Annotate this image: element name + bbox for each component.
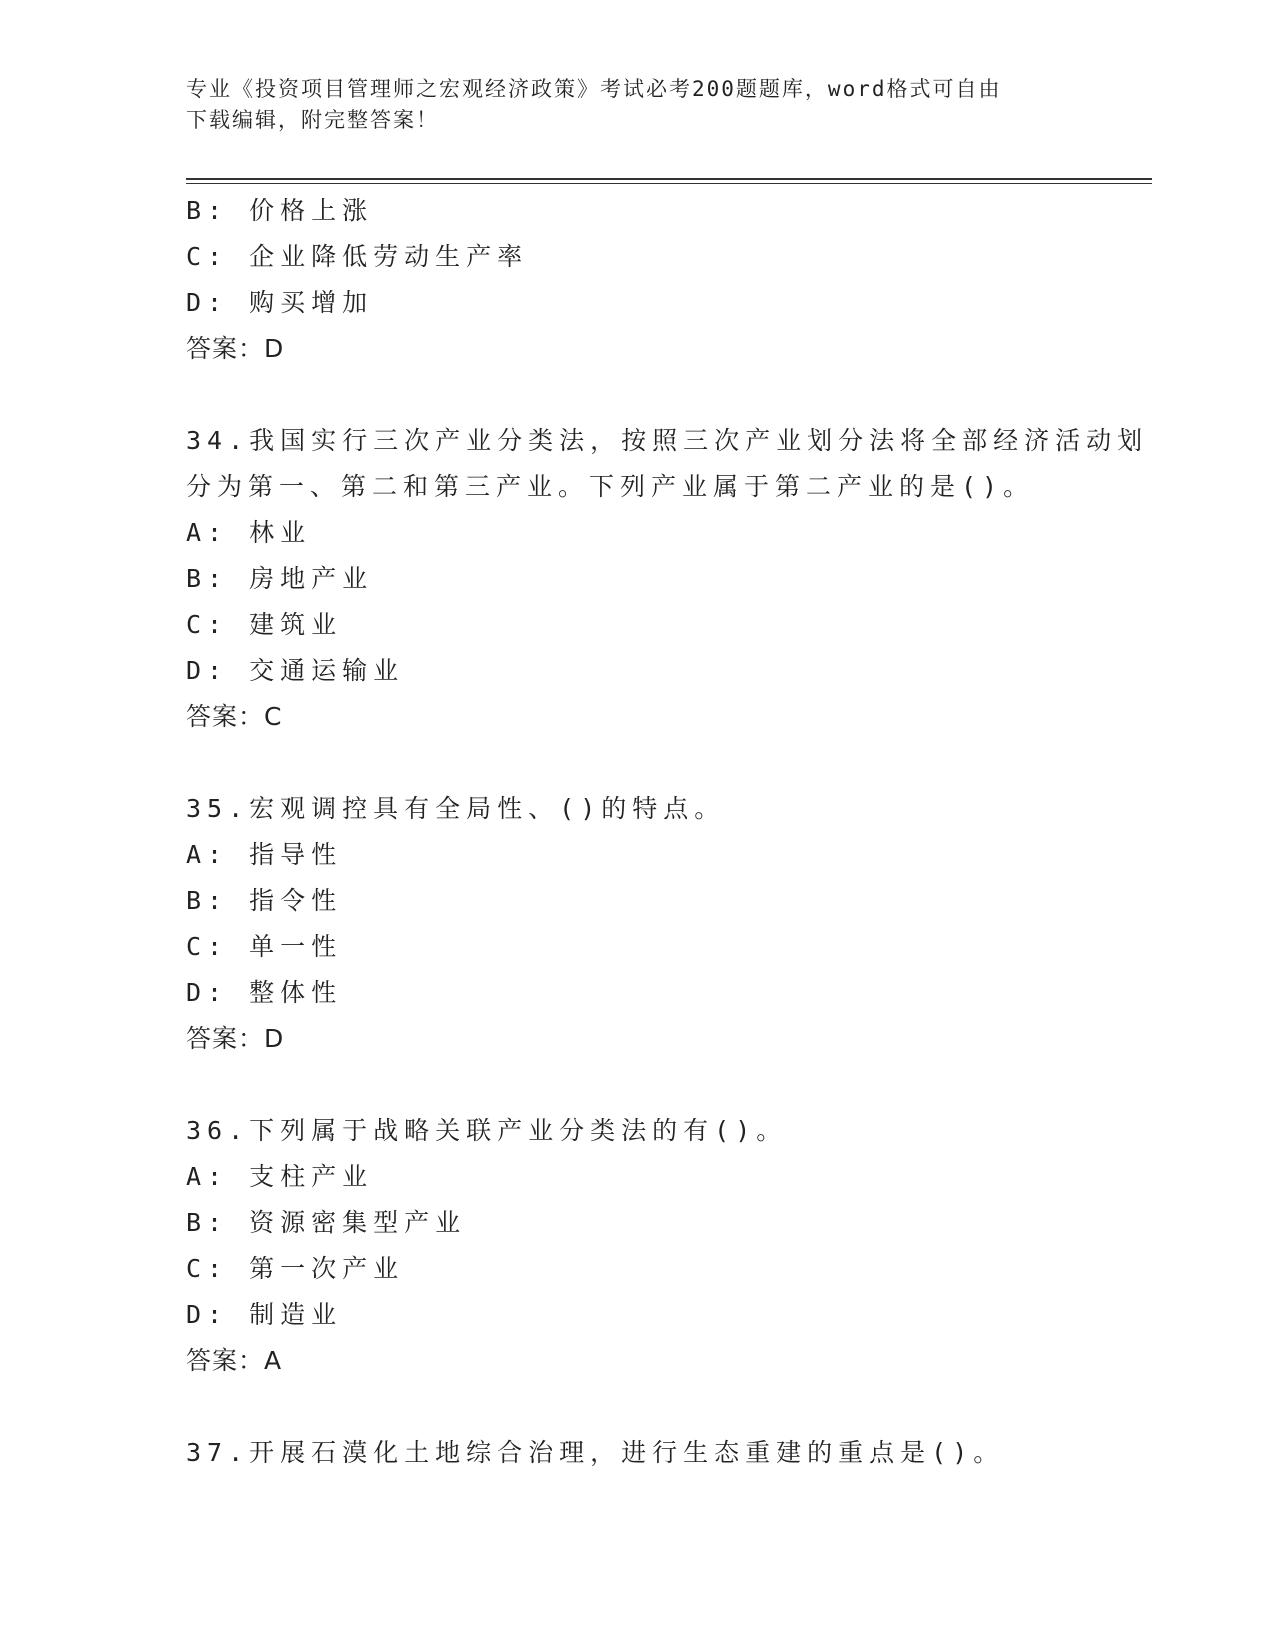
option-a: A: 林业 (186, 518, 312, 547)
option-d: D: 制造业 (186, 1300, 343, 1329)
option-c: C: 企业降低劳动生产率 (186, 242, 529, 271)
document-header (186, 74, 1086, 136)
question-block-35 (186, 786, 1086, 1062)
option-c: C: 单一性 (186, 932, 343, 961)
option-b: B: 指令性 (186, 886, 343, 915)
question-stem-continued: 分为第一、第二和第三产业。下列产业属于第二产业的是()。 (186, 472, 1035, 501)
option-d: D: 整体性 (186, 978, 343, 1007)
option-d: D: 交通运输业 (186, 656, 405, 685)
question-stem: 35.宏观调控具有全局性、()的特点。 (186, 794, 726, 823)
option-a: A: 指导性 (186, 840, 343, 869)
question-block-34 (186, 418, 1149, 740)
option-c: C: 第一次产业 (186, 1254, 405, 1283)
option-b: B: 价格上涨 (186, 196, 374, 225)
document-body (186, 188, 1149, 1476)
option-b: B: 房地产业 (186, 564, 374, 593)
option-d: D: 购买增加 (186, 288, 374, 317)
option-c: C: 建筑业 (186, 610, 343, 639)
spacer (186, 372, 1086, 418)
answer-line: 答案：D (186, 1024, 285, 1053)
question-block-37 (186, 1430, 1086, 1476)
question-block-36 (186, 1108, 1086, 1384)
header-rule-thin (186, 183, 1152, 184)
answer-line: 答案：A (186, 1346, 283, 1375)
question-stem: 34.我国实行三次产业分类法，按照三次产业划分法将全部经济活动划 (186, 426, 1149, 455)
header-line-1: 专业《投资项目管理师之宏观经济政策》考试必考200题题库，word格式可自由 (186, 77, 1002, 101)
question-block-33 (186, 188, 1086, 372)
spacer (186, 1062, 1086, 1108)
question-stem: 37.开展石漠化土地综合治理，进行生态重建的重点是()。 (186, 1438, 1005, 1467)
header-line-2: 下载编辑，附完整答案！ (186, 108, 439, 132)
question-stem: 36.下列属于战略关联产业分类法的有()。 (186, 1116, 788, 1145)
option-a: A: 支柱产业 (186, 1162, 374, 1191)
header-rule-thick (186, 178, 1152, 180)
option-b: B: 资源密集型产业 (186, 1208, 467, 1237)
spacer (186, 740, 1086, 786)
answer-line: 答案：C (186, 702, 283, 731)
answer-line: 答案：D (186, 334, 285, 363)
spacer (186, 1384, 1086, 1430)
